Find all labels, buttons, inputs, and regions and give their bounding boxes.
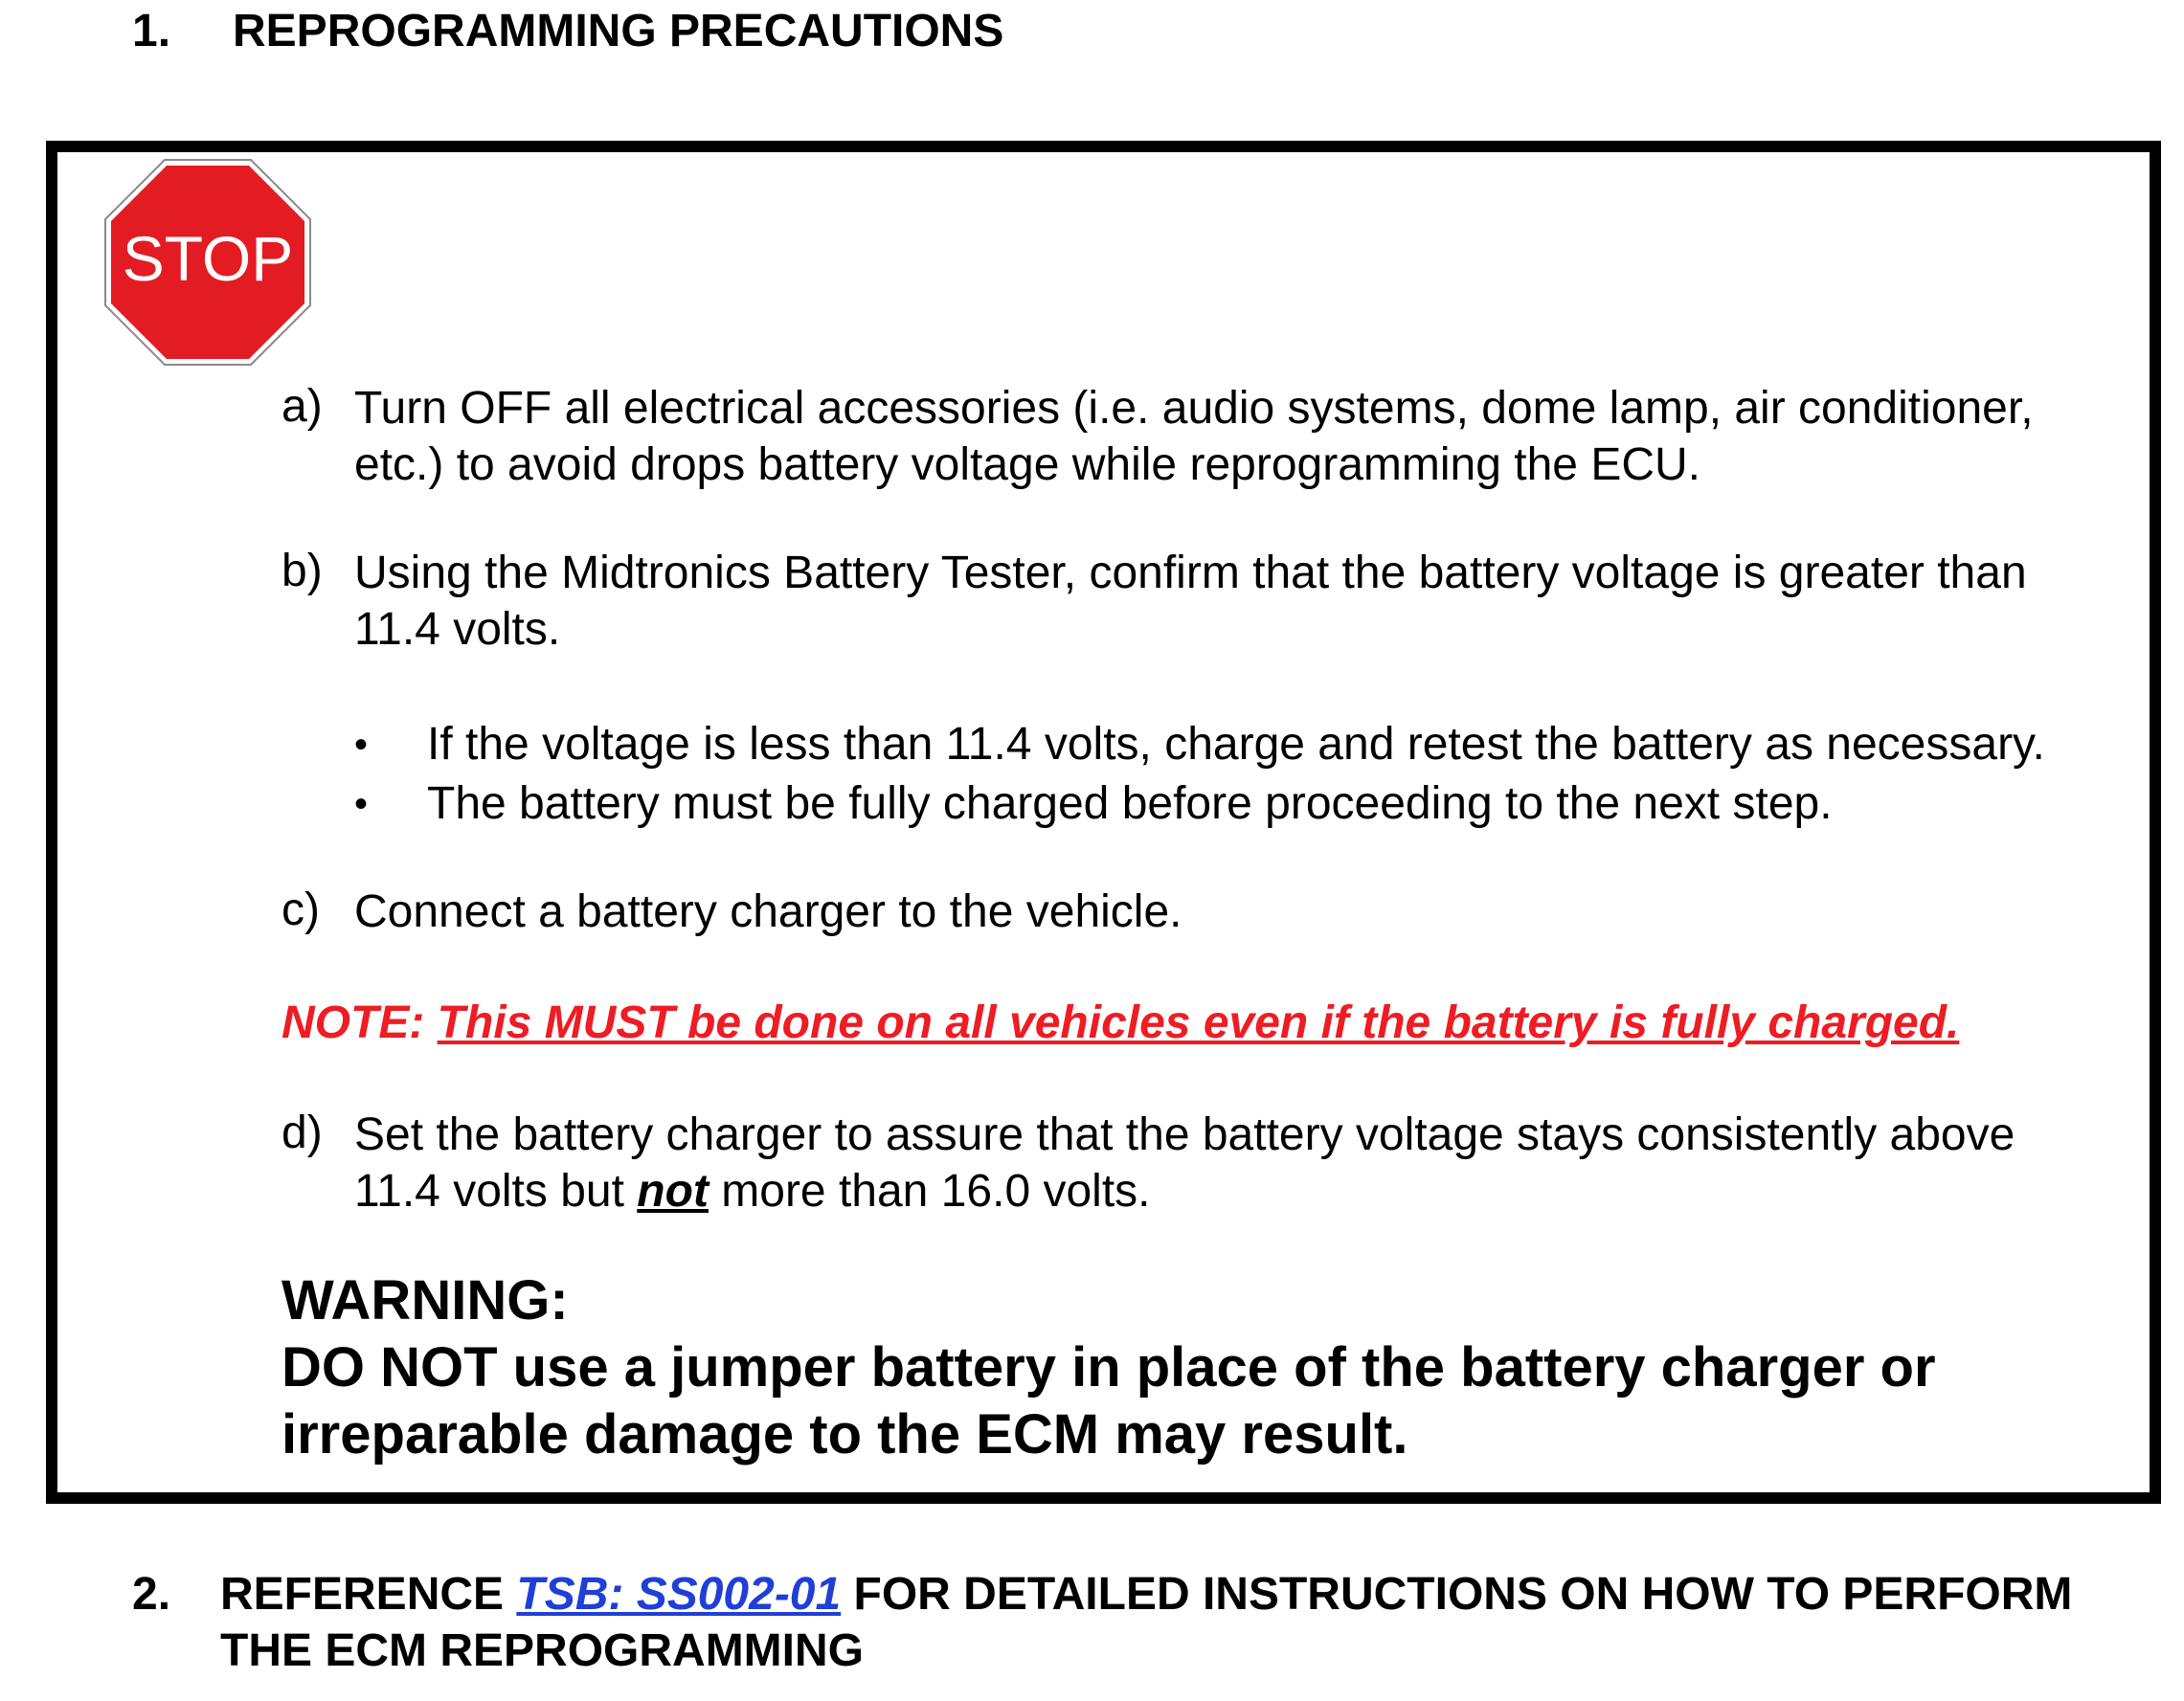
section-2-line — [220, 1566, 2072, 1623]
precautions-box — [46, 141, 2161, 1504]
section-1-title: REPROGRAMMING PRECAUTIONS — [233, 6, 1004, 56]
step-text-segment: more than 16.0 volts. — [708, 1166, 1151, 1217]
warning-line: DO NOT use a jumper battery in place of the battery charger or — [281, 1336, 1936, 1399]
step-b — [281, 545, 2184, 658]
note-body: This MUST be done on all vehicles even if the battery is fully charged. — [437, 997, 1960, 1048]
step-text-line — [354, 1163, 2184, 1220]
bullet-icon: • — [354, 783, 369, 825]
section-2-number: 2. — [132, 1569, 171, 1620]
step-text-line: 11.4 volts. — [354, 604, 561, 655]
step-a — [281, 380, 2184, 493]
bullet-list — [354, 715, 2045, 834]
bullet-text: The battery must be fully charged before proceeding to the next step. — [427, 778, 1833, 829]
section-2-text: FOR DETAILED INSTRUCTIONS ON HOW TO PERFORM — [841, 1569, 2073, 1620]
emphasis-not: not — [637, 1166, 709, 1217]
step-label: b) — [281, 546, 323, 596]
note — [281, 995, 1959, 1052]
step-label: c) — [281, 884, 320, 935]
step-text-line: etc.) to avoid drops battery voltage while reprogramming the ECU. — [354, 439, 1700, 490]
step-label: a) — [281, 381, 323, 432]
bullet-text: If the voltage is less than 11.4 volts, charge and retest the battery as necessary. — [427, 719, 2045, 770]
bullet-item — [354, 774, 2045, 834]
section-2-text: REFERENCE — [220, 1569, 517, 1620]
step-text-segment: 11.4 volts but — [354, 1166, 638, 1217]
stop-sign-label: STOP — [122, 223, 294, 294]
warning-block — [281, 1267, 1936, 1468]
step-d — [281, 1107, 2184, 1220]
step-text-line: Set the battery charger to assure that the battery voltage stays consistently above — [354, 1109, 2015, 1160]
section-2-line: THE ECM REPROGRAMMING — [220, 1625, 864, 1676]
step-text-line: Turn OFF all electrical accessories (i.e. audio systems, dome lamp, air conditioner, — [354, 383, 2034, 434]
note-prefix: NOTE: — [281, 997, 425, 1048]
step-text-line: Using the Midtronics Battery Tester, confirm that the battery voltage is greater than — [354, 548, 2027, 598]
warning-title: WARNING: — [281, 1269, 569, 1332]
step-label: d) — [281, 1108, 323, 1158]
section-1-heading — [132, 4, 1003, 59]
precautions-content — [57, 152, 2150, 1492]
section-2-heading — [132, 1566, 2072, 1679]
bullet-item — [354, 715, 2045, 774]
section-1-number: 1. — [132, 6, 171, 56]
warning-line: irreparable damage to the ECM may result. — [281, 1403, 1408, 1466]
step-text-line: Connect a battery charger to the vehicle. — [354, 886, 1182, 937]
step-c — [281, 884, 2184, 940]
tsb-link[interactable]: TSB: SS002-01 — [516, 1569, 842, 1620]
bullet-icon: • — [354, 724, 369, 766]
